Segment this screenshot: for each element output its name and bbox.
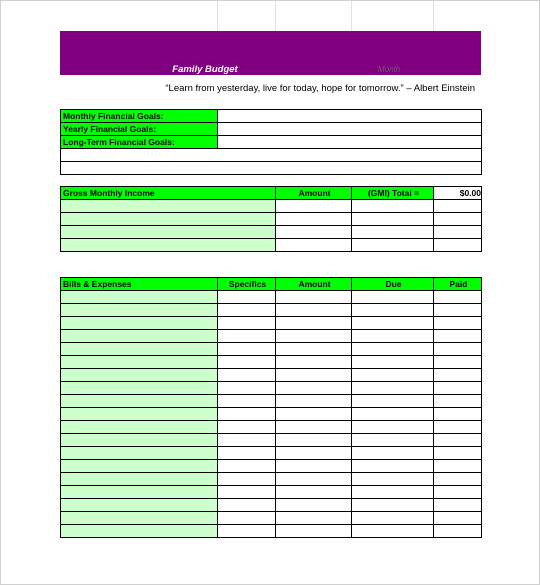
expense-due-input[interactable] <box>352 525 434 538</box>
expense-paid-input[interactable] <box>434 317 482 330</box>
expense-specifics-input[interactable] <box>218 382 276 395</box>
expense-name-input[interactable] <box>61 304 218 317</box>
expense-paid-input[interactable] <box>434 408 482 421</box>
expense-specifics-input[interactable] <box>218 317 276 330</box>
expense-specifics-input[interactable] <box>218 447 276 460</box>
expense-row <box>61 330 482 343</box>
expense-name-input[interactable] <box>61 317 218 330</box>
expense-name-input[interactable] <box>61 369 218 382</box>
expense-due-input[interactable] <box>352 460 434 473</box>
expense-paid-input[interactable] <box>434 473 482 486</box>
gmi-total-value: $0.00 <box>434 187 482 200</box>
expense-amount-input[interactable] <box>276 356 352 369</box>
income-table <box>60 186 482 252</box>
expense-specifics-input[interactable] <box>218 473 276 486</box>
expense-specifics-input[interactable] <box>218 408 276 421</box>
expense-due-input[interactable] <box>352 434 434 447</box>
expense-amount-input[interactable] <box>276 473 352 486</box>
expense-due-input[interactable] <box>352 317 434 330</box>
expense-name-input[interactable] <box>61 408 218 421</box>
expenses-body <box>61 291 482 538</box>
expense-due-input[interactable] <box>352 356 434 369</box>
goal-row <box>61 123 482 136</box>
due-header: Due <box>352 278 434 291</box>
goal-input[interactable] <box>218 110 482 123</box>
expense-specifics-input[interactable] <box>218 343 276 356</box>
expense-paid-input[interactable] <box>434 499 482 512</box>
expense-specifics-input[interactable] <box>218 356 276 369</box>
expense-due-input[interactable] <box>352 499 434 512</box>
expense-paid-input[interactable] <box>434 525 482 538</box>
gridline <box>275 1 276 31</box>
expense-row <box>61 343 482 356</box>
income-header: Gross Monthly Income <box>61 187 276 200</box>
expense-paid-input[interactable] <box>434 395 482 408</box>
expense-due-input[interactable] <box>352 343 434 356</box>
expense-specifics-input[interactable] <box>218 460 276 473</box>
goal-notes-input[interactable] <box>61 149 482 162</box>
expense-specifics-input[interactable] <box>218 434 276 447</box>
income-row <box>61 200 482 213</box>
expense-specifics-input[interactable] <box>218 304 276 317</box>
expense-paid-input[interactable] <box>434 356 482 369</box>
income-amount-header: Amount <box>276 187 352 200</box>
expense-name-input[interactable] <box>61 434 218 447</box>
goal-label: Yearly Financial Goals: <box>61 123 218 136</box>
expense-row <box>61 369 482 382</box>
goal-label: Monthly Financial Goals: <box>61 110 218 123</box>
expense-name-input[interactable] <box>61 356 218 369</box>
expense-name-input[interactable] <box>61 330 218 343</box>
expense-due-input[interactable] <box>352 447 434 460</box>
specifics-header: Specifics <box>218 278 276 291</box>
expense-amount-input[interactable] <box>276 343 352 356</box>
goal-notes-input[interactable] <box>61 162 482 175</box>
expense-name-input[interactable] <box>61 473 218 486</box>
expense-due-input[interactable] <box>352 304 434 317</box>
expense-paid-input[interactable] <box>434 460 482 473</box>
expense-specifics-input[interactable] <box>218 421 276 434</box>
goal-row <box>61 136 482 149</box>
goal-input[interactable] <box>218 136 482 149</box>
expense-name-input[interactable] <box>61 343 218 356</box>
expense-paid-input[interactable] <box>434 421 482 434</box>
income-source-input[interactable] <box>61 239 276 252</box>
expense-row <box>61 460 482 473</box>
goal-row <box>61 110 482 123</box>
expense-paid-input[interactable] <box>434 369 482 382</box>
expense-due-input[interactable] <box>352 330 434 343</box>
income-amount-input[interactable] <box>276 200 352 213</box>
expense-specifics-input[interactable] <box>218 525 276 538</box>
income-row <box>61 239 482 252</box>
income-amount-input[interactable] <box>276 239 352 252</box>
expense-row <box>61 395 482 408</box>
expense-paid-input[interactable] <box>434 447 482 460</box>
paid-header: Paid <box>434 278 482 291</box>
income-row <box>61 226 482 239</box>
faded-month-text: Month <box>378 65 401 74</box>
expense-paid-input[interactable] <box>434 291 482 304</box>
expense-row <box>61 291 482 304</box>
expense-name-input[interactable] <box>61 512 218 525</box>
expense-name-input[interactable] <box>61 291 218 304</box>
income-header-row <box>61 187 482 200</box>
expense-specifics-input[interactable] <box>218 512 276 525</box>
expense-row <box>61 317 482 330</box>
expense-paid-input[interactable] <box>434 304 482 317</box>
expense-amount-input[interactable] <box>276 304 352 317</box>
quote-text: “Learn from yesterday, live for today, hope for tomorrow.” – Albert Einstein <box>165 83 475 94</box>
expense-name-input[interactable] <box>61 447 218 460</box>
bills-expenses-header: Bills & Expenses <box>61 278 218 291</box>
expense-amount-input[interactable] <box>276 434 352 447</box>
amount-header: Amount <box>276 278 352 291</box>
gridline <box>433 1 434 31</box>
expense-name-input[interactable] <box>61 460 218 473</box>
title-bar <box>60 31 481 75</box>
expense-paid-input[interactable] <box>434 486 482 499</box>
expense-amount-input[interactable] <box>276 291 352 304</box>
expense-row <box>61 304 482 317</box>
expense-row <box>61 356 482 369</box>
expense-specifics-input[interactable] <box>218 499 276 512</box>
goal-notes-row <box>61 149 482 162</box>
goal-input[interactable] <box>218 123 482 136</box>
expense-row <box>61 486 482 499</box>
expense-due-input[interactable] <box>352 512 434 525</box>
expense-paid-input[interactable] <box>434 512 482 525</box>
expense-row <box>61 421 482 434</box>
expense-row <box>61 499 482 512</box>
goal-notes-row <box>61 162 482 175</box>
expense-amount-input[interactable] <box>276 499 352 512</box>
expense-due-input[interactable] <box>352 486 434 499</box>
expense-amount-input[interactable] <box>276 525 352 538</box>
expense-amount-input[interactable] <box>276 317 352 330</box>
expense-row <box>61 525 482 538</box>
expense-row <box>61 447 482 460</box>
expense-paid-input[interactable] <box>434 330 482 343</box>
gmi-total-label: (GMI) Total = <box>352 187 434 200</box>
expense-specifics-input[interactable] <box>218 395 276 408</box>
expense-name-input[interactable] <box>61 525 218 538</box>
expense-due-input[interactable] <box>352 421 434 434</box>
expense-due-input[interactable] <box>352 369 434 382</box>
income-amount-input[interactable] <box>276 213 352 226</box>
expense-amount-input[interactable] <box>276 408 352 421</box>
expense-name-input[interactable] <box>61 421 218 434</box>
expense-paid-input[interactable] <box>434 434 482 447</box>
expenses-table <box>60 277 482 538</box>
gridline <box>217 1 218 31</box>
expenses-header-row <box>61 278 482 291</box>
expense-amount-input[interactable] <box>276 460 352 473</box>
expense-amount-input[interactable] <box>276 447 352 460</box>
expense-amount-input[interactable] <box>276 330 352 343</box>
goals-table <box>60 109 482 175</box>
expense-amount-input[interactable] <box>276 512 352 525</box>
income-source-input[interactable] <box>61 226 276 239</box>
expense-due-input[interactable] <box>352 395 434 408</box>
gridline <box>351 1 352 31</box>
expense-specifics-input[interactable] <box>218 486 276 499</box>
expense-row <box>61 473 482 486</box>
expense-amount-input[interactable] <box>276 369 352 382</box>
expense-due-input[interactable] <box>352 291 434 304</box>
expense-amount-input[interactable] <box>276 486 352 499</box>
expense-name-input[interactable] <box>61 395 218 408</box>
expense-due-input[interactable] <box>352 382 434 395</box>
expense-amount-input[interactable] <box>276 382 352 395</box>
expense-paid-input[interactable] <box>434 343 482 356</box>
expense-paid-input[interactable] <box>434 382 482 395</box>
expense-due-input[interactable] <box>352 473 434 486</box>
expense-specifics-input[interactable] <box>218 369 276 382</box>
expense-row <box>61 434 482 447</box>
expense-row <box>61 408 482 421</box>
income-row <box>61 213 482 226</box>
goal-label: Long-Term Financial Goals: <box>61 136 218 149</box>
expense-amount-input[interactable] <box>276 395 352 408</box>
expense-row <box>61 512 482 525</box>
expense-due-input[interactable] <box>352 408 434 421</box>
income-amount-input[interactable] <box>276 226 352 239</box>
expense-specifics-input[interactable] <box>218 291 276 304</box>
page-title: Family Budget <box>172 64 238 75</box>
expense-row <box>61 382 482 395</box>
income-source-input[interactable] <box>61 200 276 213</box>
expense-name-input[interactable] <box>61 486 218 499</box>
expense-name-input[interactable] <box>61 382 218 395</box>
expense-amount-input[interactable] <box>276 421 352 434</box>
income-source-input[interactable] <box>61 213 276 226</box>
expense-name-input[interactable] <box>61 499 218 512</box>
expense-specifics-input[interactable] <box>218 330 276 343</box>
